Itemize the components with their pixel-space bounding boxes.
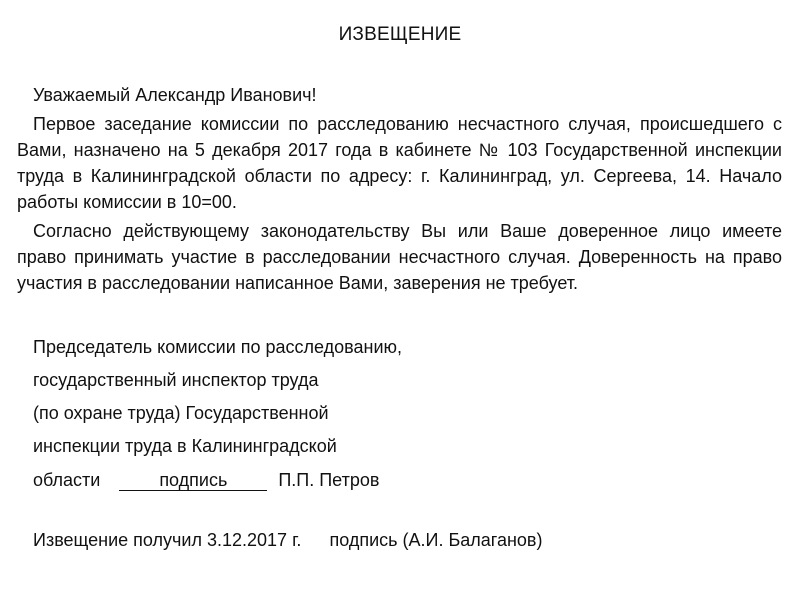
signer-name: П.П. Петров bbox=[278, 470, 380, 490]
salutation: Уважаемый Александр Иванович! bbox=[33, 85, 317, 105]
signature-line bbox=[33, 470, 379, 491]
receipt-text: Извещение получил 3.12.2017 г. bbox=[33, 530, 302, 550]
signature-title-line-4: инспекции труда в Калининградской bbox=[33, 436, 337, 456]
document-title: ИЗВЕЩЕНИЕ bbox=[338, 24, 462, 45]
signature-title-line-3: (по охране труда) Государственной bbox=[33, 403, 329, 423]
paragraph-rights-info: Согласно действующему законодательству Вы или Ваше доверенное лицо имеете право принимать участие в расследовании несчастного случая. Доверенность на право участия в расследовании написанное Вами, заверения не требует. bbox=[17, 221, 782, 293]
signature-title-line-1: Председатель комиссии по расследованию, bbox=[33, 337, 403, 357]
signature-title-line-2: государственный инспектор труда bbox=[33, 370, 319, 390]
receipt-signature: подпись (А.И. Балаганов) bbox=[329, 530, 543, 550]
signature-title-line-5: области bbox=[33, 470, 101, 490]
signature-placeholder: подпись bbox=[119, 470, 267, 491]
paragraph-meeting-info: Первое заседание комиссии по расследованию несчастного случая, происшедшего с Вами, назначено на 5 декабря 2017 года в кабинете № 103 Государственной инспекции труда в Калининградской области по адресу: г. Калининград, ул. Сергеева, 14. Начало работы комиссии в 10=00. bbox=[17, 114, 782, 212]
receipt-line bbox=[33, 530, 542, 551]
